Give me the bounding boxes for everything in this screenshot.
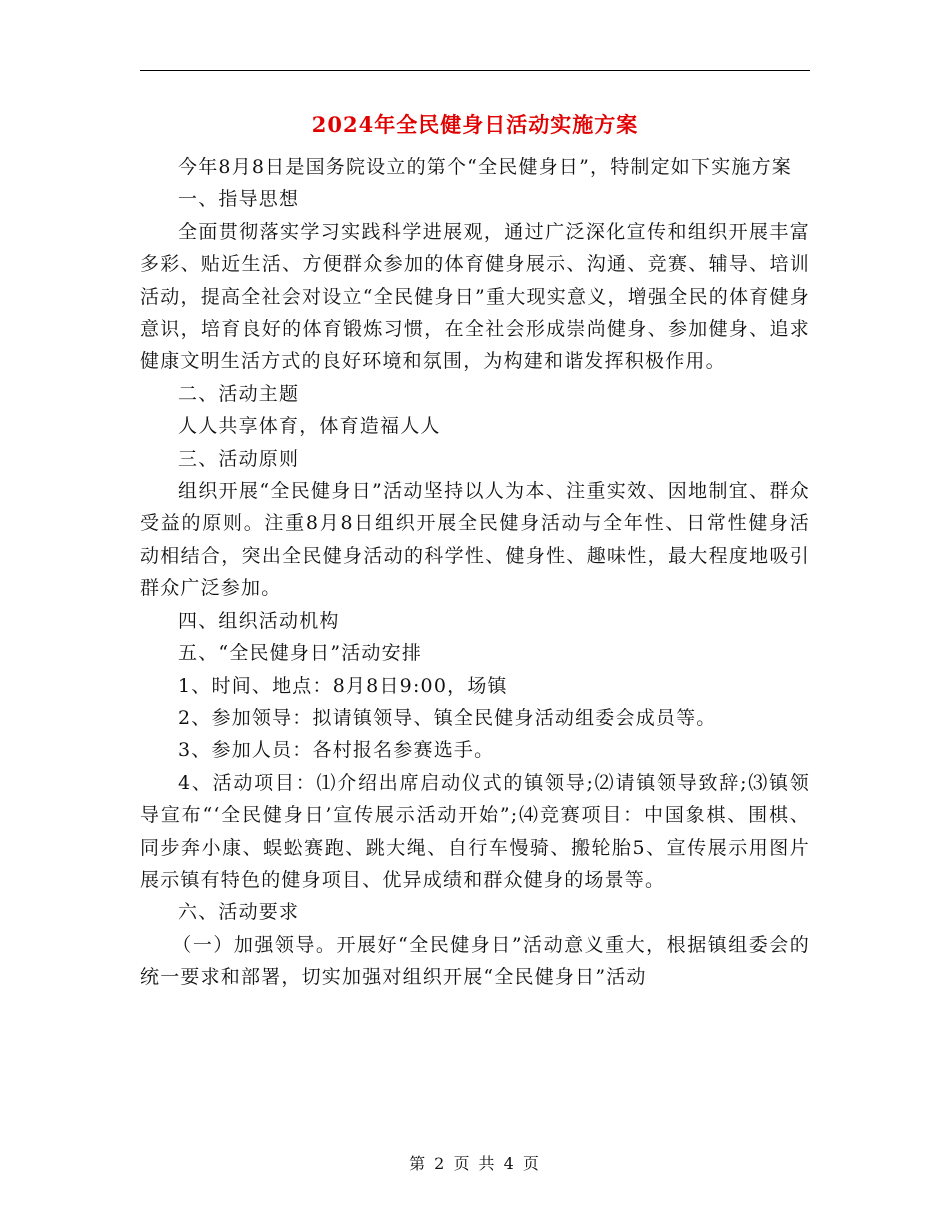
- paragraph-strengthen-leadership: （一）加强领导。开展好“全民健身日”活动意义重大，根据镇组委会的统一要求和部署，切实加强对组织开展“全民健身日”活动: [140, 933, 810, 989]
- heading-guiding-thought: 一、指导思想: [178, 188, 300, 211]
- list-item-activities: 4、活动项目：⑴介绍出席启动仪式的镇领导;⑵请镇领导致辞;⑶镇领导宣布“‘全民健身日’宣传展示活动开始”;⑷竞赛项目：中国象棋、围棋、同步奔小康、蜈蚣赛跑、跳大绳、自行车慢骑、搬轮胎5、宣传展示用图片展示镇有特色的健身项目、优异成绩和群众健身的场景等。: [140, 771, 810, 891]
- heading-activity-theme: 二、活动主题: [178, 382, 300, 405]
- header-rule: [140, 70, 810, 71]
- page-indicator: 第 2 页 共 4 页: [409, 1154, 541, 1173]
- paragraph-activity-principles: 组织开展“全民健身日”活动坚持以人为本、注重实效、因地制宜、群众受益的原则。注重8月8日组织开展全民健身活动与全年性、日常性健身活动相结合，突出全民健身活动的科学性、健身性、趣味性，最大程度地吸引群众广泛参加。: [140, 480, 810, 600]
- paragraph-guiding-thought: 全面贯彻落实学习实践科学进展观，通过广泛深化宣传和组织开展丰富多彩、贴近生活、方便群众参加的体育健身展示、沟通、竞赛、辅导、培训活动，提高全社会对设立“全民健身日”重大现实意义，增强全民的体育健身意识，培育良好的体育锻炼习惯，在全社会形成崇尚健身、参加健身、追求健康文明生活方式的良好环境和氛围，为构建和谐发挥积极作用。: [140, 220, 810, 373]
- list-item-time-place: 1、时间、地点：8月8日9:00，场镇: [178, 674, 508, 697]
- document-body: [140, 151, 810, 994]
- heading-requirements: 六、活动要求: [178, 901, 300, 924]
- heading-organization: 四、组织活动机构: [178, 609, 340, 632]
- paragraph-activity-theme: 人人共享体育，体育造福人人: [178, 415, 441, 438]
- paragraph-intro: 今年8月8日是国务院设立的第个“全民健身日”，特制定如下实施方案: [178, 156, 793, 178]
- heading-arrangements: 五、“全民健身日”活动安排: [178, 642, 423, 665]
- heading-activity-principles: 三、活动原则: [178, 447, 300, 470]
- list-item-participants: 3、参加人员：各村报名参赛选手。: [178, 739, 495, 762]
- document-title: 2024年全民健身日活动实施方案: [311, 112, 639, 137]
- list-item-leaders: 2、参加领导：拟请镇领导、镇全民健身活动组委会成员等。: [178, 706, 717, 729]
